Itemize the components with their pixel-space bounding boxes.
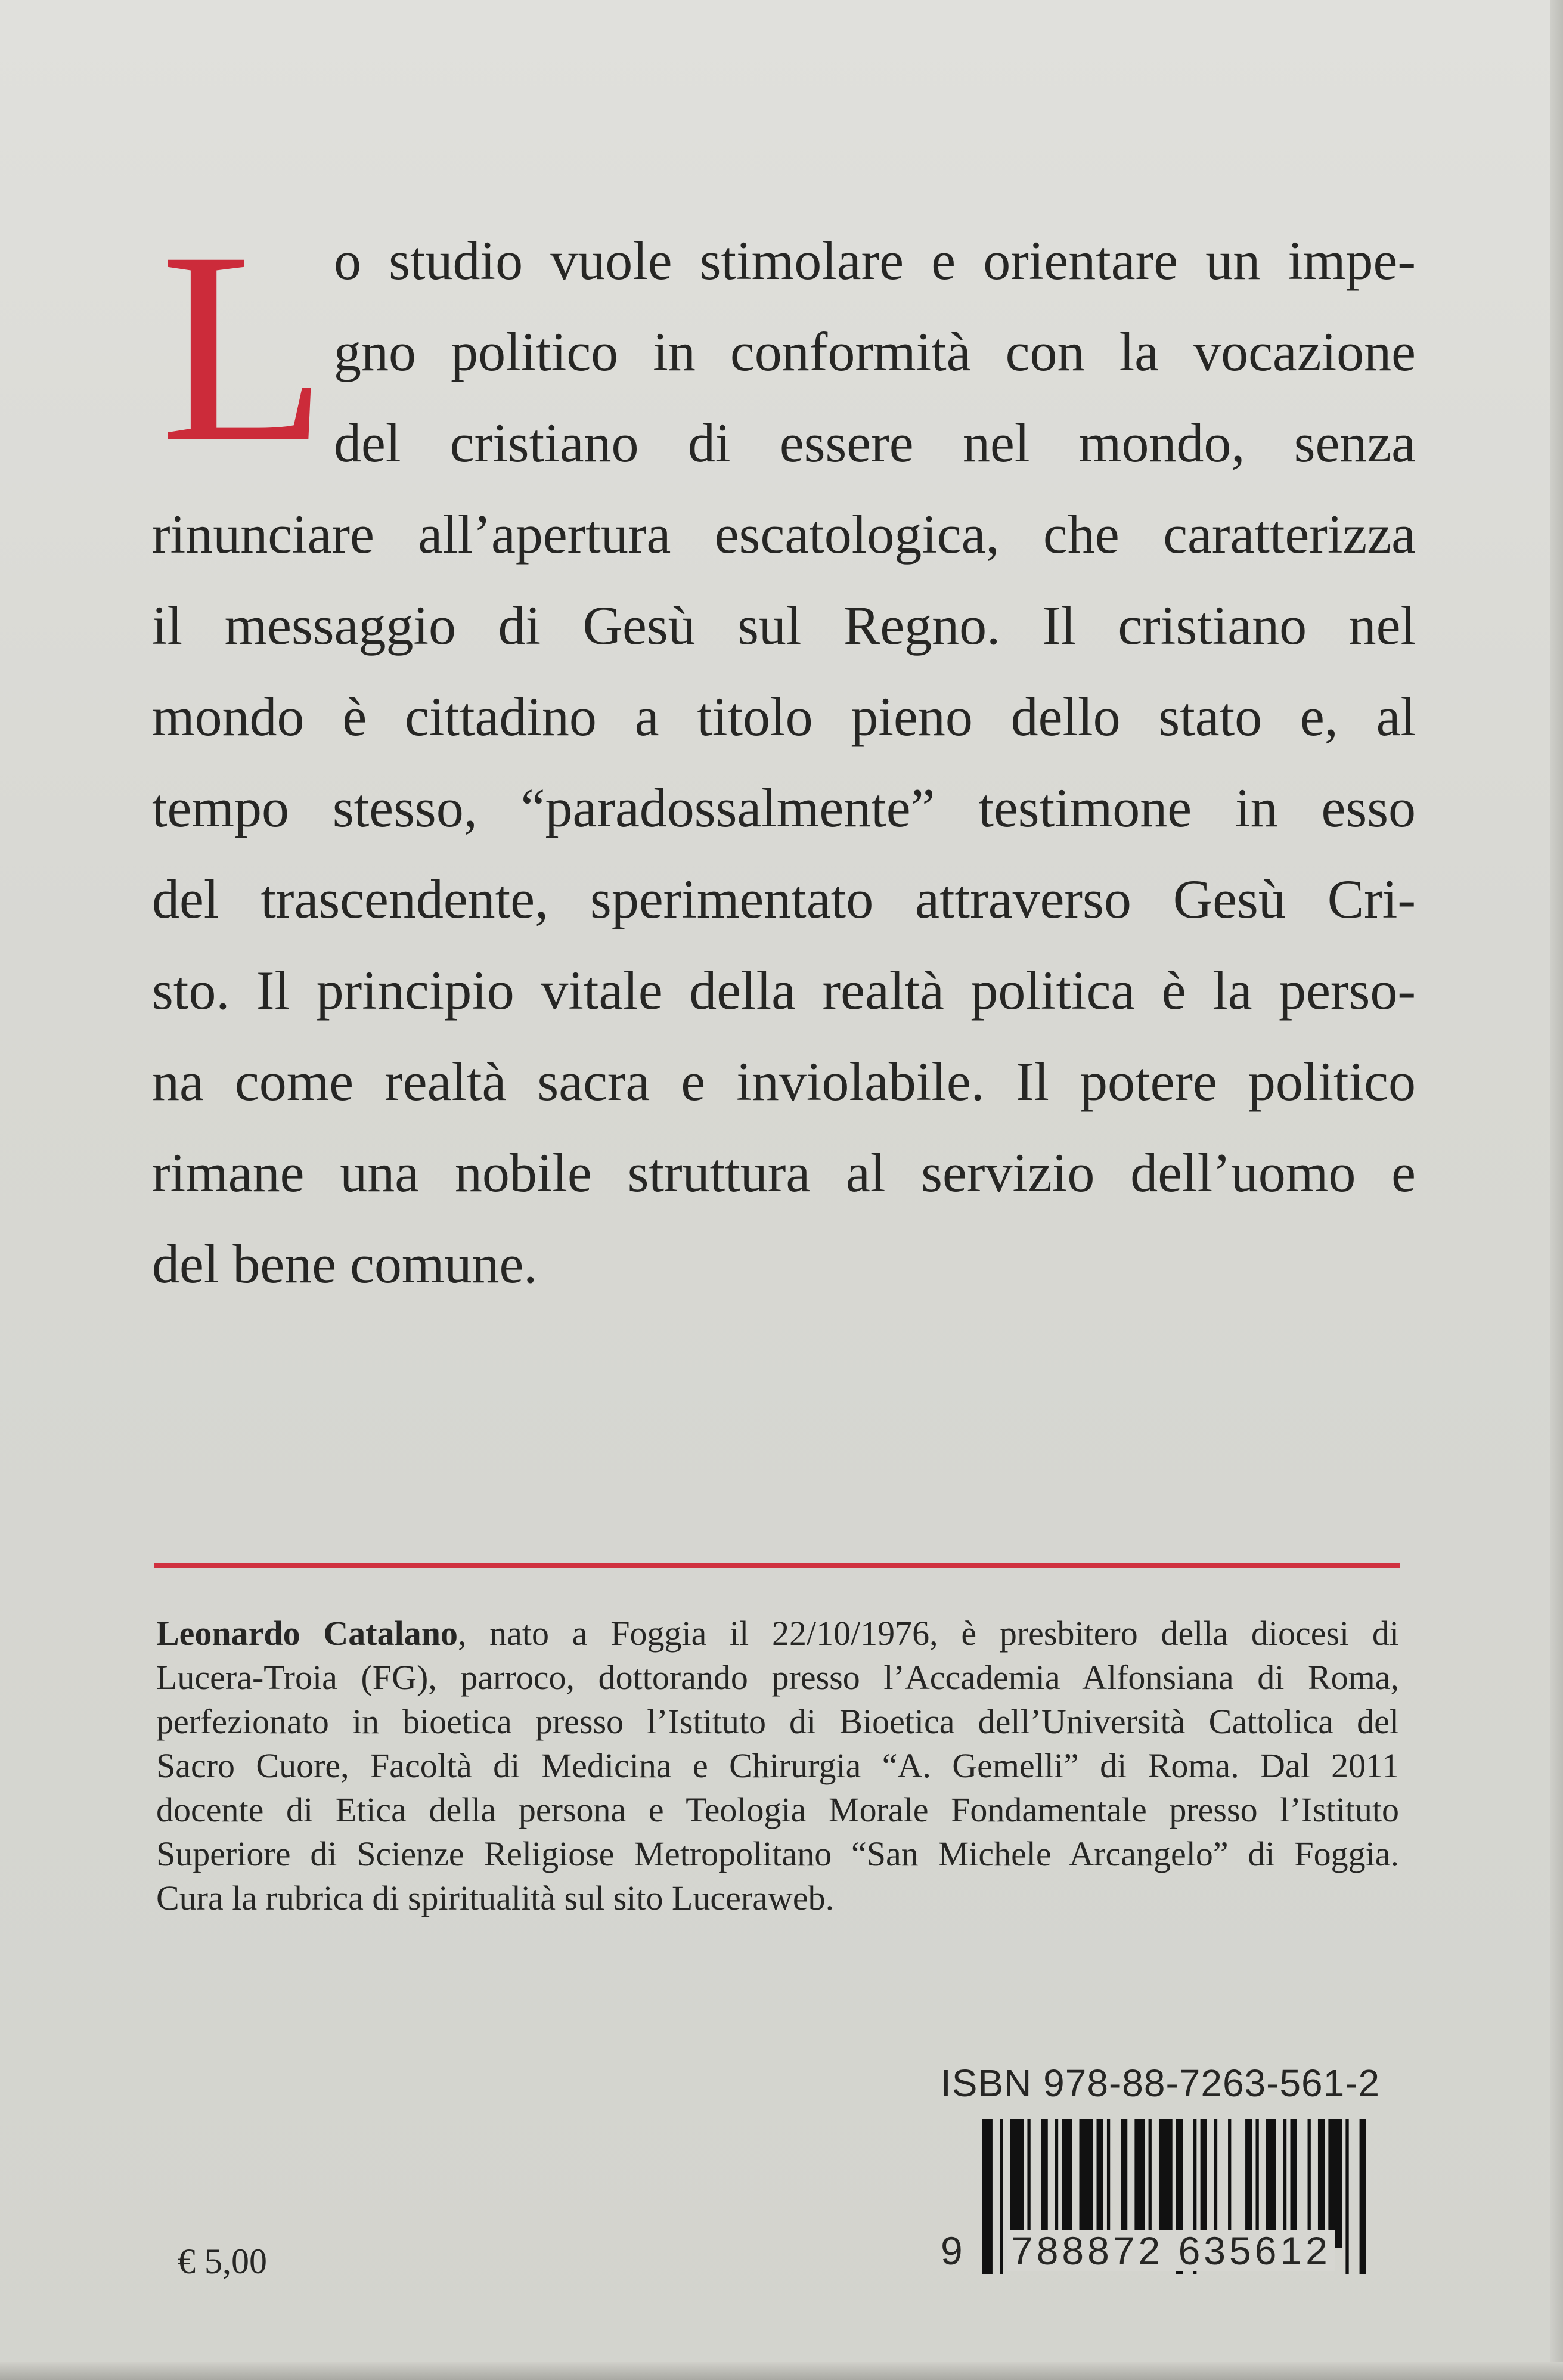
- blurb-line: il messaggio di Gesù sul Regno. Il cristiano nel: [152, 595, 1416, 656]
- barcode-bar: [982, 2119, 993, 2274]
- bio-line: Superiore di Scienze Religiose Metropolitano “San Michele Arcangelo” di Foggia.: [156, 1834, 1399, 1873]
- blurb-line: sto. Il principio vitale della realtà politica è la perso-: [152, 960, 1416, 1021]
- bio-line: Cura la rubrica di spiritualità sul sito Luceraweb.: [156, 1879, 835, 1917]
- blurb-line: mondo è cittadino a titolo pieno dello stato e, al: [152, 686, 1416, 747]
- bio-line: Sacro Cuore, Facoltà di Medicina e Chirurgia “A. Gemelli” di Roma. Dal 2011: [156, 1746, 1399, 1785]
- cover-edge-right: [1550, 0, 1563, 2380]
- blurb-line: o studio vuole stimolare e orientare un impe-: [334, 230, 1416, 291]
- drop-cap: L: [160, 195, 327, 499]
- cover-edge-bottom: [0, 2362, 1563, 2380]
- blurb-line: rimane una nobile struttura al servizio dell’uomo e: [152, 1142, 1416, 1203]
- blurb-line: gno politico in conformità con la vocazione: [334, 321, 1416, 382]
- price: € 5,00: [178, 2242, 267, 2281]
- blurb-line: del cristiano di essere nel mondo, senza: [334, 413, 1416, 473]
- blurb-line: tempo stesso, “paradossalmente” testimone in esso: [152, 777, 1416, 838]
- bio-line: docente di Etica della persona e Teologia Morale Fondamentale presso l’Istituto: [156, 1790, 1399, 1829]
- barcode-bar: [1360, 2119, 1366, 2274]
- barcode-bar: [1345, 2119, 1348, 2274]
- isbn-label: ISBN 978-88-7263-561-2: [941, 2062, 1381, 2105]
- blurb-line: rinunciare all’apertura escatologica, che caratterizza: [152, 504, 1416, 565]
- author-name: Leonardo Catalano: [156, 1614, 458, 1653]
- barcode-lead-digit: 9: [941, 2229, 963, 2273]
- blurb-line: na come realtà sacra e inviolabile. Il potere politico: [152, 1051, 1416, 1112]
- red-divider: [154, 1563, 1400, 1568]
- bio-line: Lucera-Troia (FG), parroco, dottorando presso l’Accademia Alfonsiana di Roma,: [156, 1658, 1399, 1697]
- blurb-line: del bene comune.: [152, 1234, 538, 1294]
- blurb-line: del trascendente, sperimentato attraverso Gesù Cri-: [152, 869, 1416, 929]
- barcode-bar: [1000, 2119, 1003, 2274]
- bio-first-line-text: , nato a Foggia il 22/10/1976, è presbitero della diocesi di: [457, 1614, 1399, 1653]
- barcode-digits: 788872 635612: [1007, 2230, 1335, 2271]
- bio-line: perfezionato in bioetica presso l’Istituto di Bioetica dell’Università Cattolica del: [156, 1702, 1399, 1741]
- bio-line: [156, 1613, 1399, 1654]
